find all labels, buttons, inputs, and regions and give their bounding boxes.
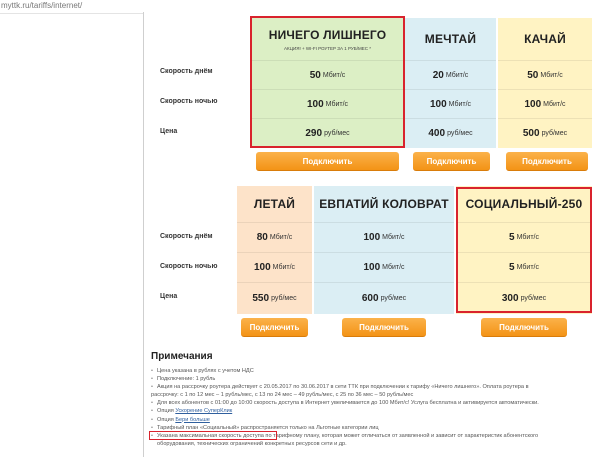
price-unit: руб/мес <box>447 130 473 137</box>
superclick-link[interactable]: Ускорение СуперКлик <box>175 408 233 415</box>
speed-night-value: 100 <box>253 262 271 273</box>
speed-day-unit: Мбит/с <box>445 71 469 79</box>
price-value: 550 <box>252 293 270 304</box>
price-unit: руб/мес <box>271 295 297 302</box>
cell-speed-day <box>314 222 454 252</box>
speed-night-value: 100 <box>429 98 447 110</box>
speed-night-value: 100 <box>363 262 381 273</box>
row-label-speed-day: Скорость днём <box>160 68 213 75</box>
price-unit: руб/мес <box>380 295 407 302</box>
tariff-card-mechtai <box>405 18 496 148</box>
option-prefix: Опция <box>157 416 174 423</box>
tariff-header <box>405 18 496 60</box>
note-item: • Для всех абонентов с 01:00 до 10:00 скорость доступа в Интернет увеличивается до 100 Мбит/с! Услуга бесплатна и активируется автоматически. <box>151 399 600 407</box>
price-unit: руб/мес <box>520 295 547 302</box>
tariff-header <box>498 18 592 60</box>
speed-day-value: 100 <box>363 232 381 243</box>
speed-night-unit: Мбит/с <box>382 264 405 271</box>
row-label-speed-night: Скорость ночью <box>160 98 218 105</box>
price-value: 300 <box>501 293 519 304</box>
highlight-frame <box>456 187 592 313</box>
speed-night-unit: Мбит/с <box>543 100 566 108</box>
notes-title: Примечания <box>151 351 213 362</box>
speed-night-unit: Мбит/с <box>325 100 349 108</box>
speed-day-unit: Мбит/с <box>540 71 563 79</box>
tariff-card-evpatii-kolovrat <box>314 186 454 314</box>
cell-price <box>237 282 312 314</box>
connect-button-evpatii-kolovrat[interactable]: Подключить <box>342 318 426 337</box>
speed-day-value: 20 <box>432 69 444 81</box>
option-prefix: Опция <box>157 408 174 415</box>
cell-speed-day <box>405 60 496 89</box>
highlight-frame <box>250 16 405 148</box>
tariff-header <box>237 186 312 222</box>
note-item-continued: оборудования, технических ограничений конкретных ресурсов сети и др. <box>157 440 347 447</box>
speed-day-unit: Мбит/с <box>516 234 539 241</box>
note-item-continued: рассрочку: с 1 по 12 мес – 1 рубль/мес, с 13 по 24 мес – 49 рубль/мес, с 25 по 36 мес – 50 рубль/мес <box>151 392 414 399</box>
speed-night-unit: Мбит/с <box>272 264 296 271</box>
price-value: 290 <box>305 128 323 139</box>
price-unit: руб/мес <box>324 130 350 137</box>
price-value: 500 <box>522 128 540 139</box>
cell-speed-night <box>498 89 592 118</box>
speed-night-unit: Мбит/с <box>516 264 539 271</box>
cell-speed-day <box>498 60 592 89</box>
cell-price <box>498 118 592 148</box>
divider <box>0 13 143 14</box>
cell-speed-night <box>405 89 496 118</box>
speed-day-value: 50 <box>527 69 539 81</box>
connect-button-nichego-lishnego[interactable]: Подключить <box>256 152 399 171</box>
row-label-price: Цена <box>160 128 178 135</box>
cell-speed-night <box>314 252 454 282</box>
note-item-social: • Тарифный план «Социальный» распространяется только на Льготные категории лиц <box>151 424 600 432</box>
note-item: • Указана максимальная скорость доступа по тарифному плану, которая может отличаться от заявленной и зависит от характеристик абонентского <box>151 432 600 440</box>
tariff-name: ЛЕТАЙ <box>253 197 296 211</box>
speed-day-unit: Мбит/с <box>322 71 346 79</box>
speed-day-value: 5 <box>509 232 515 243</box>
address-bar-url[interactable]: myttk.ru/tariffs/internet/ <box>1 1 83 10</box>
speed-night-value: 5 <box>509 262 515 273</box>
connect-button-socialnyi-250[interactable]: Подключить <box>481 318 567 337</box>
speed-night-unit: Мбит/с <box>448 100 472 108</box>
cell-speed-night <box>237 252 312 282</box>
speed-day-value: 50 <box>309 69 321 81</box>
note-item: • Цена указана в рублях с учетом НДС <box>151 367 600 375</box>
beri-bolshe-link[interactable]: Бери больше <box>175 416 210 423</box>
connect-button-kachai[interactable]: Подключить <box>506 152 588 171</box>
tariff-name: ЕВПАТИЙ КОЛОВРАТ <box>319 197 449 211</box>
note-item-option-beri-bolshe <box>151 416 600 424</box>
tariff-header <box>314 186 454 222</box>
page-left-border <box>143 12 144 457</box>
speed-night-value: 100 <box>306 98 324 110</box>
row-label-price: Цена <box>160 293 178 300</box>
tariff-card-letai <box>237 186 312 314</box>
tariff-name: СОЦИАЛЬНЫЙ-250 <box>465 197 583 211</box>
speed-night-value: 100 <box>524 98 542 110</box>
note-item: • Подключение: 1 рубль <box>151 375 600 383</box>
price-value: 400 <box>428 128 446 139</box>
tariff-name: КАЧАЙ <box>524 32 566 46</box>
cell-price <box>405 118 496 148</box>
highlight-frame-social-note <box>149 431 277 440</box>
cell-speed-day <box>237 222 312 252</box>
price-value: 600 <box>361 293 379 304</box>
tariff-name: МЕЧТАЙ <box>424 32 477 46</box>
tariff-name: НИЧЕГО ЛИШНЕГО <box>268 27 387 42</box>
connect-button-mechtai[interactable]: Подключить <box>413 152 490 171</box>
price-unit: руб/мес <box>541 130 568 137</box>
speed-day-unit: Мбит/с <box>382 234 405 241</box>
row-label-speed-day: Скорость днём <box>160 233 213 240</box>
note-item-option-superclick <box>151 407 600 415</box>
speed-day-unit: Мбит/с <box>269 234 293 241</box>
tariff-promo: АКЦИЯ! + WI-FI РОУТЕР ЗА 1 РУБ/МЕС * <box>284 45 371 51</box>
row-label-speed-night: Скорость ночью <box>160 263 218 270</box>
note-item: • Акция на рассрочку роутера действует с 20.05.2017 по 30.06.2017 в сети ТТК при подключении к тарифу «Ничего лишнего». Оплата роутера в <box>151 383 600 391</box>
cell-price <box>314 282 454 314</box>
speed-day-value: 80 <box>256 232 268 243</box>
connect-button-letai[interactable]: Подключить <box>241 318 308 337</box>
tariff-card-kachai <box>498 18 592 148</box>
